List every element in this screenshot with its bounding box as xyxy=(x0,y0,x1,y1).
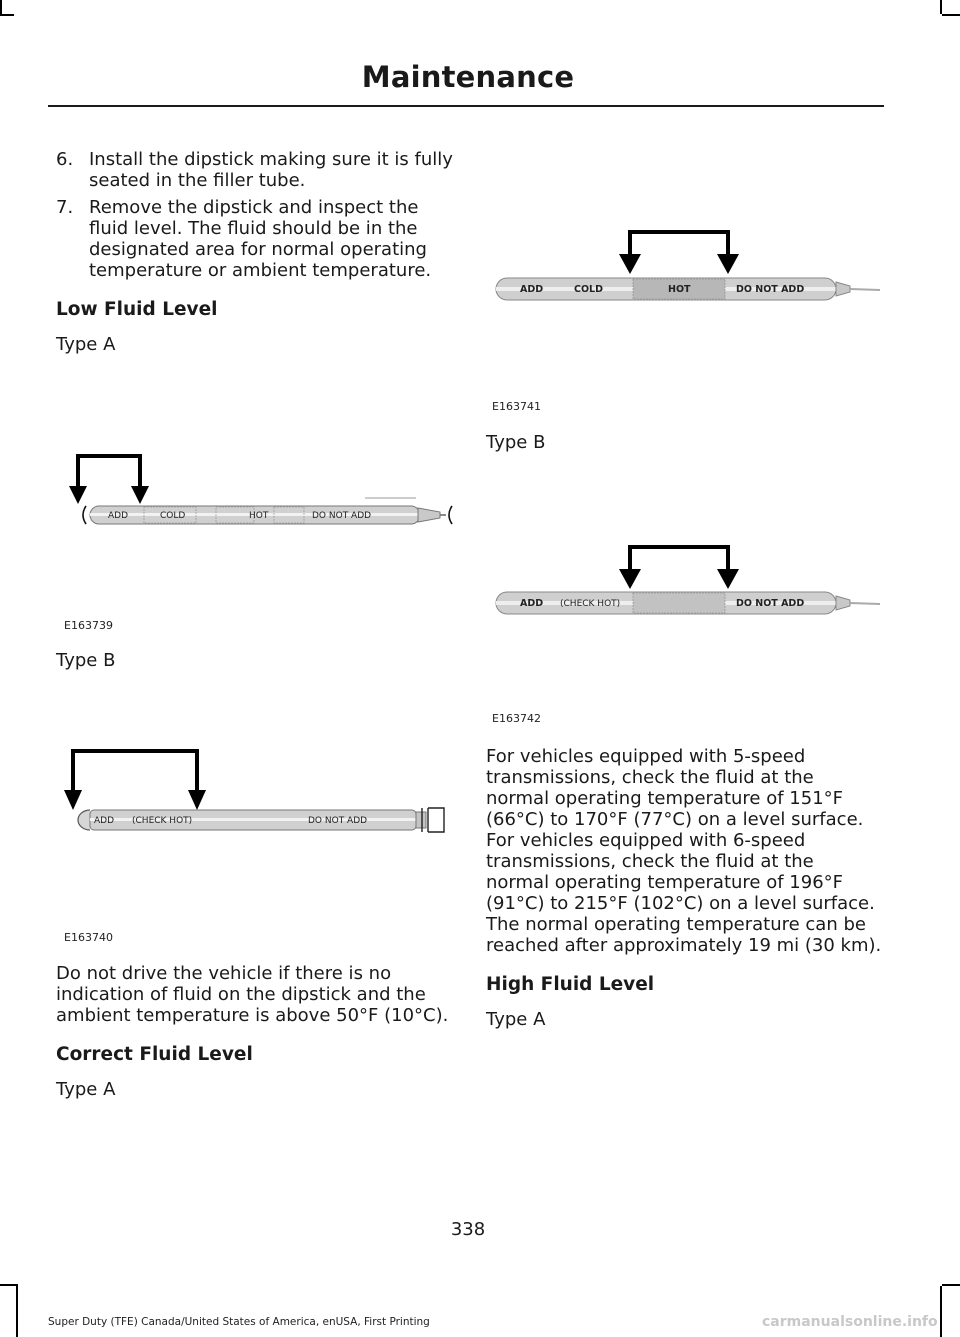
dipstick-label-cold: COLD xyxy=(160,511,186,521)
dipstick-label-check-hot: (CHECK HOT) xyxy=(132,816,193,826)
dipstick-label-add: ADD xyxy=(520,284,544,295)
dipstick-label-add: ADD xyxy=(94,816,115,826)
dipstick-figure xyxy=(60,740,460,840)
left-column-block xyxy=(56,963,456,1100)
dipstick-label-do-not-add: DO NOT ADD xyxy=(736,284,805,295)
dipstick-figure xyxy=(490,535,890,635)
dipstick-label-check-hot: (CHECK HOT) xyxy=(560,599,621,609)
right-column-block xyxy=(486,746,882,1030)
dipstick-label-add: ADD xyxy=(520,598,544,609)
crop-mark xyxy=(0,14,14,16)
warning-text: Do not drive the vehicle if there is no indication of fluid on the dipstick and the ambient temperature is above 50°F (10°C). xyxy=(56,963,449,1026)
footer-text: Super Duty (TFE) Canada/United States of America, enUSA, First Printing xyxy=(48,1316,430,1328)
type-label: Type A xyxy=(56,334,116,355)
crop-mark xyxy=(942,1284,960,1286)
dipstick-label-do-not-add: DO NOT ADD xyxy=(308,816,368,826)
section-heading: Correct Fluid Level xyxy=(56,1044,253,1065)
type-label: Type A xyxy=(486,1009,546,1030)
dipstick-figure xyxy=(60,440,460,550)
dipstick-label-do-not-add: DO NOT ADD xyxy=(312,511,372,521)
step-number: 7. xyxy=(56,197,74,218)
watermark: carmanualsonline.info xyxy=(762,1314,938,1330)
section-heading: Low Fluid Level xyxy=(56,299,218,320)
dipstick-label-add: ADD xyxy=(108,511,129,521)
figure-id: E163742 xyxy=(492,712,541,725)
crop-mark xyxy=(0,1284,16,1286)
figure-id: E163739 xyxy=(64,619,113,632)
crop-mark xyxy=(16,1284,18,1337)
crop-mark xyxy=(940,1286,942,1337)
dipstick-label-do-not-add: DO NOT ADD xyxy=(736,598,805,609)
crop-mark xyxy=(940,0,942,14)
figure-id: E163741 xyxy=(492,400,541,413)
temperature-note: For vehicles equipped with 5-speed transmissions, check the fluid at the normal operating temperature of 151°F (66°C) to 170°F (77°C) on a level surface. For vehicles equipped with 6-speed transmissions, check the fluid at the normal operating temperature of 196°F (91°C) to 215°F (102°C) on a level surface. The normal operating temperature can be reached after approximately 19 mi (30 km). xyxy=(486,746,882,956)
step-text: Remove the dipstick and inspect the fluid level. The fluid should be in the designated area for normal operating temperature or ambient temperature. xyxy=(89,197,432,281)
step-number: 6. xyxy=(56,149,74,170)
type-label: Type B xyxy=(56,650,116,671)
page-title: Maintenance xyxy=(361,60,575,94)
crop-mark xyxy=(0,0,2,14)
page-number: 338 xyxy=(450,1219,486,1240)
figure-id: E163740 xyxy=(64,931,113,944)
dipstick-figure xyxy=(490,220,890,320)
right-column-block xyxy=(486,432,886,453)
dipstick-label-hot: HOT xyxy=(668,284,691,295)
section-heading: High Fluid Level xyxy=(486,974,655,995)
left-column xyxy=(56,149,456,355)
dipstick-label-cold: COLD xyxy=(574,284,603,295)
step-item xyxy=(56,197,456,281)
header-divider xyxy=(48,105,884,107)
step-text: Install the dipstick making sure it is fully seated in the filler tube. xyxy=(89,149,453,191)
left-column-block xyxy=(56,650,456,671)
crop-mark xyxy=(942,14,960,16)
type-label: Type B xyxy=(486,432,546,453)
type-label: Type A xyxy=(56,1079,116,1100)
dipstick-label-hot: HOT xyxy=(249,511,269,521)
step-item xyxy=(56,149,456,191)
